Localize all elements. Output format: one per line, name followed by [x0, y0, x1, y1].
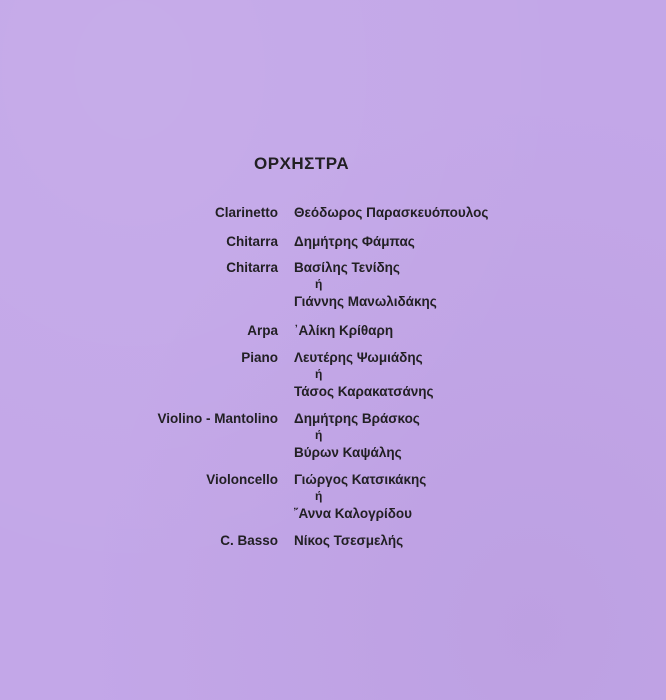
- player-name: Βύρων Καψάλης: [294, 445, 402, 460]
- instrument-label: C. Basso: [220, 533, 278, 548]
- player-name: ῎Αννα Καλογρίδου: [294, 506, 413, 521]
- instrument-label: Violoncello: [206, 472, 278, 487]
- or-separator: ή: [315, 428, 323, 442]
- orchestra-roster: [0, 204, 666, 549]
- instrument-label: Clarinetto: [214, 205, 278, 220]
- player-name: Γιώργος Κατσικάκης: [294, 472, 427, 487]
- player-list: [294, 259, 666, 310]
- player-name: Γιάννης Μανωλιδάκης: [294, 294, 437, 309]
- instrument-label: Chitarra: [226, 260, 278, 275]
- roster-entry-chitarra-1: [0, 233, 666, 250]
- roster-entry-clarinetto: [0, 204, 666, 221]
- player-list: [294, 322, 666, 339]
- or-separator: ή: [315, 367, 323, 381]
- or-separator: ή: [315, 277, 323, 291]
- roster-entry-violino-mantolino: [0, 410, 666, 461]
- player-name: Θεόδωρος Παρασκευόπουλος: [294, 205, 489, 220]
- player-name: Νίκος Τσεσμελής: [294, 533, 404, 548]
- player-name: Λευτέρης Ψωμιάδης: [294, 350, 423, 365]
- player-name: Βασίλης Τενίδης: [294, 260, 400, 275]
- player-name: ᾿Αλίκη Κρίθαρη: [294, 323, 394, 338]
- player-list: [294, 471, 666, 522]
- player-name: Δημήτρης Βράσκος: [294, 411, 420, 426]
- player-list: [294, 532, 666, 549]
- roster-entry-c-basso: [0, 532, 666, 549]
- player-list: [294, 410, 666, 461]
- instrument-label: Violino - Mantolino: [157, 411, 278, 426]
- player-list: [294, 204, 666, 221]
- player-list: [294, 233, 666, 250]
- instrument-label: Piano: [241, 350, 278, 365]
- roster-entry-arpa: [0, 322, 666, 339]
- player-name: Τάσος Καρακατσάνης: [294, 384, 434, 399]
- roster-entry-chitarra-2: [0, 259, 666, 310]
- roster-entry-violoncello: [0, 471, 666, 522]
- instrument-label: Chitarra: [226, 234, 278, 249]
- roster-entry-piano: [0, 349, 666, 400]
- player-name: Δημήτρης Φάμπας: [294, 234, 415, 249]
- player-list: [294, 349, 666, 400]
- or-separator: ή: [315, 489, 323, 503]
- page-title: ΟΡΧΗΣΤΡΑ: [254, 154, 350, 173]
- instrument-label: Arpa: [247, 323, 278, 338]
